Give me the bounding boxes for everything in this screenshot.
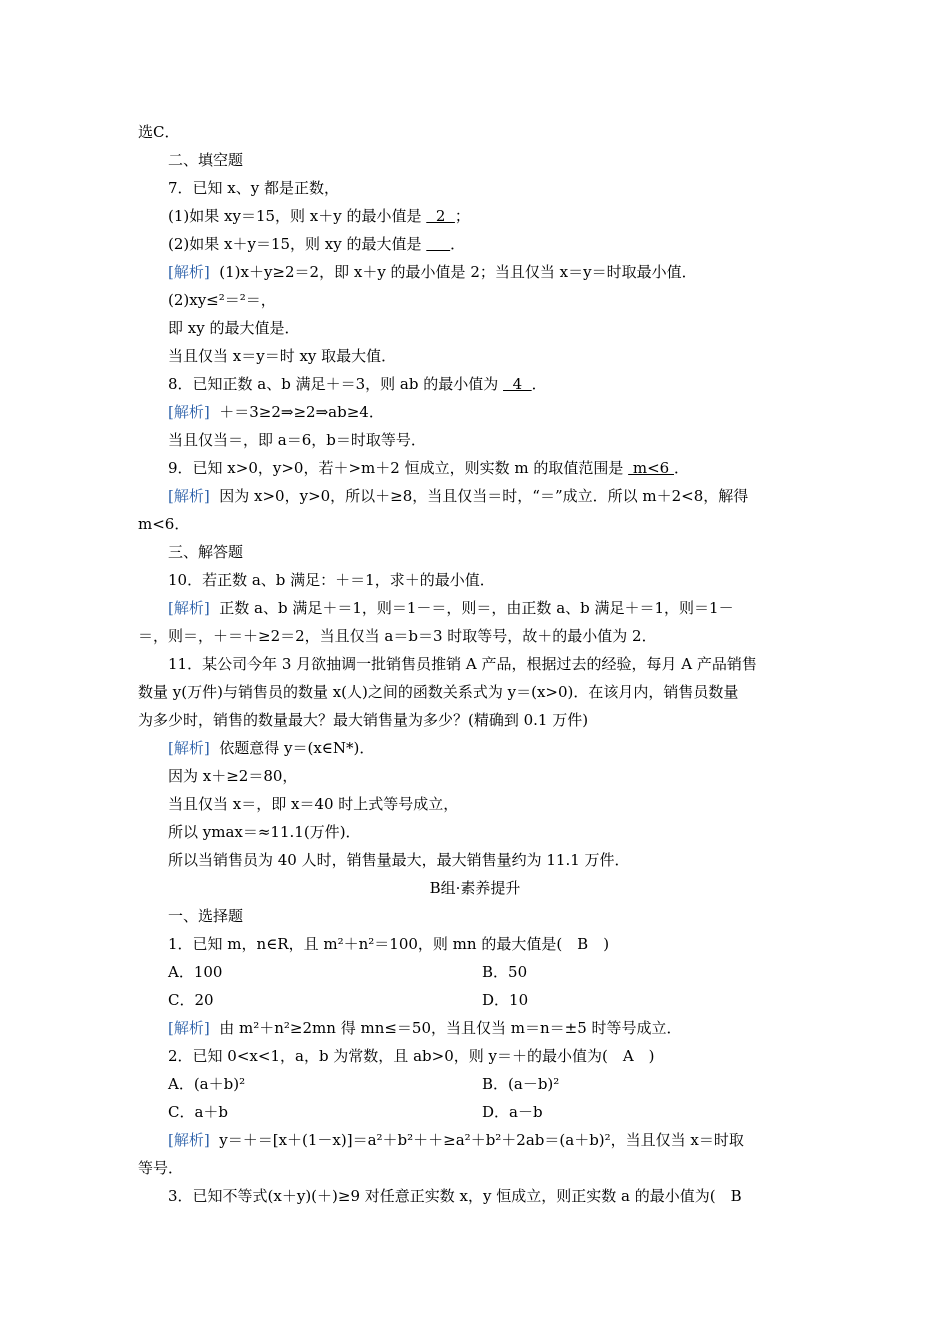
text-line: (2)如果 x＋y＝15，则 xy 的最大值是 ．	[168, 235, 466, 253]
text-line: 等号．	[138, 1159, 184, 1177]
solution-tag: [解析]	[168, 487, 210, 505]
solution-line: [解析] 由 m²＋n²≥2mn 得 mn≤＝50，当且仅当 m＝n＝±5 时等号成立．	[168, 1019, 682, 1037]
options-row	[168, 962, 222, 982]
text-line: 因为 x＋≥2＝80，	[168, 767, 298, 785]
text-line: m<6．	[138, 515, 190, 533]
question-3: 3．已知不等式(x＋y)(＋)≥9 对任意正实数 x，y 恒成立，则正实数 a 的最小值为( B	[168, 1187, 742, 1205]
text-line: 当且仅当＝，即 a＝6，b＝时取等号．	[168, 431, 426, 449]
text-line: 当且仅当 x＝y＝时 xy 取最大值．	[168, 347, 397, 365]
option: A．(a＋b)²	[168, 1075, 246, 1093]
answer-blank: 2	[426, 207, 455, 225]
option: B．50	[482, 963, 528, 981]
text-line: 所以 ymax＝≈11.1(万件)．	[168, 823, 361, 841]
question-7: 7．已知 x、y 都是正数，	[168, 179, 340, 197]
solution-tag: [解析]	[168, 739, 210, 757]
question-11: 11．某公司今年 3 月欲抽调一批销售员推销 A 产品，根据过去的经验，每月 A 产品销售	[168, 655, 757, 673]
question-8: 8．已知正数 a、b 满足＋＝3，则 ab 的最小值为 4 ．	[168, 375, 547, 393]
options-row	[168, 1102, 228, 1122]
options-row	[168, 990, 214, 1010]
solution-line: [解析] ＋＝3≥2⇒≥2⇒ab≥4．	[168, 403, 384, 421]
solution-line: [解析] (1)x＋y≥2＝2，即 x＋y 的最小值是 2；当且仅当 x＝y＝时取最小值．	[168, 263, 697, 281]
solution-line: [解析] y＝＋＝[x＋(1－x)]＝a²＋b²＋＋≥a²＋b²＋2ab＝(a＋b)²，当且仅当 x＝时取	[168, 1131, 744, 1149]
answer-blank	[426, 235, 450, 253]
text-line: 数量 y(万件)与销售员的数量 x(人)之间的函数关系式为 y＝(x>0)．在该月内，销售员数量	[138, 683, 739, 701]
question-1: 1．已知 m，n∈R，且 m²＋n²＝100，则 mn 的最大值是( B )	[168, 935, 610, 953]
section-heading: 三、解答题	[168, 543, 244, 561]
text-line: (1)如果 xy＝15，则 x＋y 的最小值是 2 ；	[168, 207, 470, 225]
option: C．20	[168, 991, 214, 1009]
solution-tag: [解析]	[168, 1019, 210, 1037]
solution-tag: [解析]	[168, 263, 210, 281]
option: B．(a－b)²	[482, 1075, 560, 1093]
group-title: B组·素养提升	[429, 879, 521, 897]
text-line: 即 xy 的最大值是．	[168, 319, 300, 337]
solution-tag: [解析]	[168, 403, 210, 421]
text-line: (2)xy≤²＝²＝，	[168, 291, 276, 309]
text-line: 所以当销售员为 40 人时，销售量最大，最大销售量约为 11.1 万件．	[168, 851, 630, 869]
section-heading: 一、选择题	[168, 907, 244, 925]
text-line: 当且仅当 x＝，即 x＝40 时上式等号成立，	[168, 795, 459, 813]
text-line: ＝，则＝，＋＝＋≥2＝2，当且仅当 a＝b＝3 时取等号，故＋的最小值为 2．	[138, 627, 657, 645]
question-10: 10．若正数 a、b 满足：＋＝1，求＋的最小值．	[168, 571, 495, 589]
question-2: 2．已知 0<x<1，a，b 为常数，且 ab>0，则 y＝＋的最小值为( A )	[168, 1047, 655, 1065]
solution-line: [解析] 因为 x>0，y>0，所以＋≥8，当且仅当＝时，“＝”成立．所以 m＋2<8，解得	[168, 487, 749, 505]
answer-blank: m<6	[628, 459, 674, 477]
solution-tag: [解析]	[168, 599, 210, 617]
answer-blank: 4	[503, 375, 532, 393]
question-9: 9．已知 x>0，y>0，若＋>m＋2 恒成立，则实数 m 的取值范围是 m<6 ．	[168, 459, 689, 477]
option: C．a＋b	[168, 1103, 229, 1121]
section-heading: 二、填空题	[168, 151, 244, 169]
text-line: 为多少时，销售的数量最大？最大销售量为多少？(精确到 0.1 万件)	[138, 711, 589, 729]
option: D．10	[482, 991, 529, 1009]
option: A．100	[168, 963, 223, 981]
solution-line: [解析] 正数 a、b 满足＋＝1，则＝1－＝，则＝，由正数 a、b 满足＋＝1，则＝1－	[168, 599, 734, 617]
options-row	[168, 1074, 245, 1094]
option: D．a－b	[482, 1103, 543, 1121]
solution-tag: [解析]	[168, 1131, 210, 1149]
text-line: 选C．	[138, 123, 180, 141]
solution-line: [解析] 依题意得 y＝(x∈N*)．	[168, 739, 375, 757]
